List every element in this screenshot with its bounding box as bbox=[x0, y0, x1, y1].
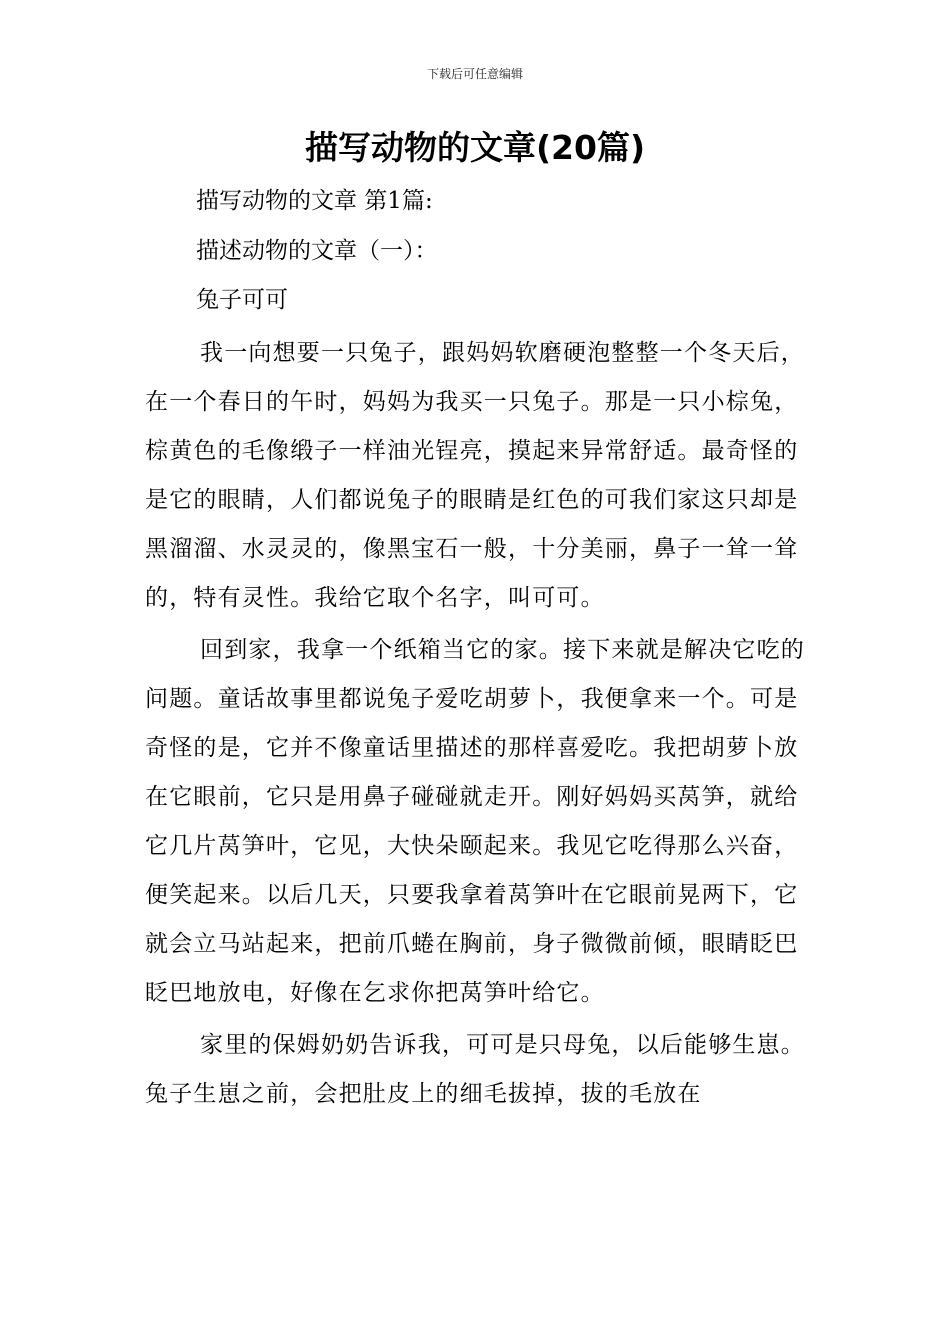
section-subheading: 描述动物的文章（一）： bbox=[196, 238, 438, 264]
part-heading: 描写动物的文章 第1篇: bbox=[196, 188, 433, 214]
paragraph-3: 家里的保姆奶奶告诉我，可可是只母兔，以后能够生崽。兔子生崽之前，会把肚皮上的细毛拔掉，拔的毛放在 bbox=[145, 1032, 805, 1107]
page-header-note: 下载后可任意编辑 bbox=[426, 67, 523, 81]
paragraph-2: 回到家，我拿一个纸箱当它的家。接下来就是解决它吃的问题。童话故事里都说兔子爱吃胡萝卜，我便拿来一个。可是奇怪的是，它并不像童话里描述的那样喜爱吃。我把胡萝卜放在它眼前，它只是用鼻子碰碰就走开。刚好妈妈买莴笋，就给它几片莴笋叶，它见，大快朵颐起来。我见它吃得那么兴奋，便笑起来。以后几天，只要我拿着莴笋叶在它眼前晃两下，它就会立马站起来，把前爪蜷在胸前，身子微微前倾，眼睛眨巴眨巴地放电，好像在乞求你把莴笋叶给它。 bbox=[145, 637, 805, 1006]
document-title: 描写动物的文章(20篇) bbox=[304, 128, 646, 167]
paragraph-1: 我一向想要一只兔子，跟妈妈软磨硬泡整整一个冬天后，在一个春日的午时，妈妈为我买一只兔子。那是一只小棕兔，棕黄色的毛像缎子一样油光锃亮，摸起来异常舒适。最奇怪的是它的眼睛，人们都说兔子的眼睛是红色的可我们家这只却是黑溜溜、水灵灵的，像黑宝石一般，十分美丽，鼻子一耸一耸的，特有灵性。我给它取个名字，叫可可。 bbox=[145, 340, 805, 611]
story-title: 兔子可可 bbox=[196, 287, 288, 313]
article-body bbox=[145, 329, 810, 1122]
